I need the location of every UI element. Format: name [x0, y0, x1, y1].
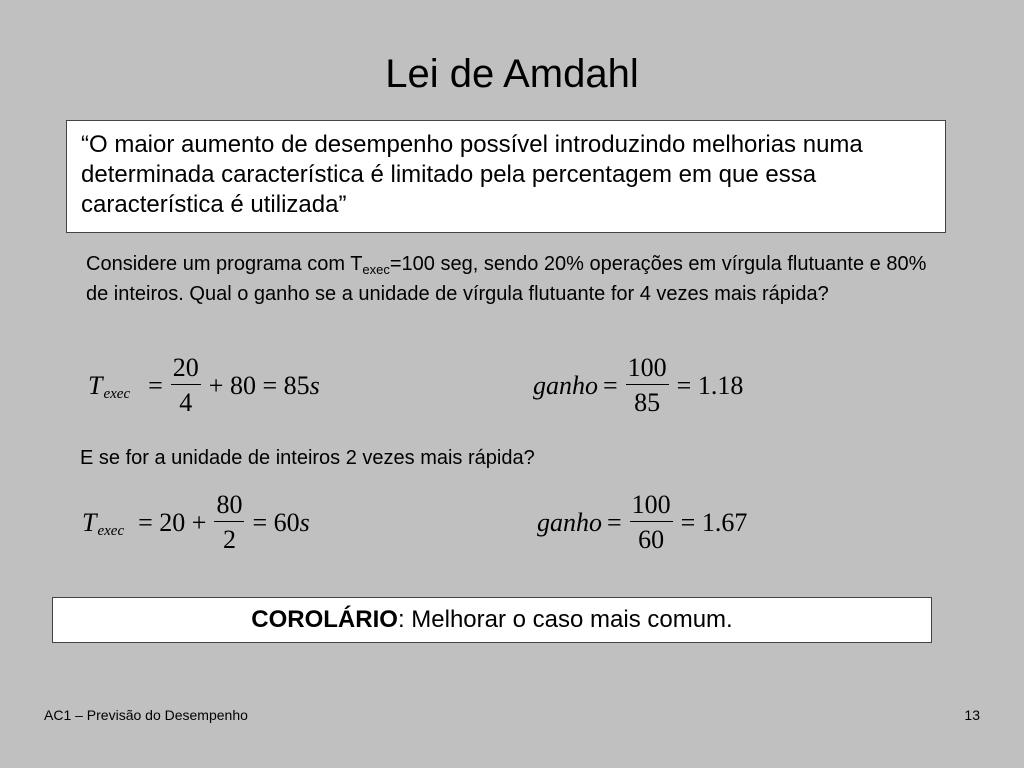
- eq1-denominator: 4: [179, 388, 193, 417]
- equation-texec-int: [82, 491, 310, 554]
- eq2-denominator: 85: [634, 388, 661, 417]
- eq3-unit: s: [299, 507, 310, 537]
- footer-page-number: 13: [964, 707, 980, 723]
- quote-box: [66, 120, 946, 233]
- problem-text-end: =100 seg, sendo 20% operações em vírgula flutuante e 80% de inteiros. Qual o ganho se a unidade de vírgula flutuante for 4 vezes mais rápida?: [86, 253, 927, 305]
- eq3-subscript: exec: [97, 523, 125, 539]
- eq3-pre: = 20 +: [138, 507, 207, 537]
- equation-ganho-int: [537, 491, 752, 554]
- eq4-numerator: 100: [631, 490, 671, 519]
- eq2-numerator: 100: [627, 353, 667, 382]
- corolario-box: [52, 597, 932, 643]
- slide-title: Lei de Amdahl: [385, 52, 639, 96]
- eq1-fraction: [171, 354, 201, 417]
- footer-course-title: AC1 – Previsão do Desempenho: [44, 707, 248, 723]
- eq2-rest: = 1.18: [676, 370, 744, 400]
- eq4-denominator: 60: [638, 525, 665, 554]
- eq4-fraction: [630, 491, 673, 554]
- eq3-fraction: [214, 491, 244, 554]
- problem-subscript: exec: [362, 262, 390, 277]
- eq3-denominator: 2: [222, 525, 236, 554]
- second-question: E se for a unidade de inteiros 2 vezes mais rápida?: [80, 447, 535, 469]
- eq1-subscript: exec: [103, 386, 131, 402]
- eq3-rest: = 60: [252, 507, 300, 537]
- eq1-unit: s: [309, 370, 320, 400]
- eq2-equals: =: [603, 370, 618, 400]
- eq1-variable: T: [88, 370, 103, 400]
- eq1-numerator: 20: [172, 353, 199, 382]
- problem-text-start: Considere um programa com T: [86, 253, 363, 275]
- equation-texec-float: [88, 354, 320, 417]
- corolario-text: : Melhorar o caso mais comum.: [397, 606, 733, 633]
- eq1-equals: =: [148, 370, 163, 400]
- eq3-numerator: 80: [216, 490, 243, 519]
- eq2-variable: ganho: [533, 370, 598, 400]
- eq4-equals: =: [607, 507, 622, 537]
- equation-ganho-float: [533, 354, 748, 417]
- eq3-variable: T: [82, 507, 97, 537]
- eq4-variable: ganho: [537, 507, 602, 537]
- eq4-rest: = 1.67: [680, 507, 748, 537]
- problem-statement: [86, 249, 946, 309]
- corolario-label: COROLÁRIO: [251, 606, 398, 633]
- eq2-fraction: [626, 354, 669, 417]
- quote-text: “O maior aumento de desempenho possível introduzindo melhorias numa determinada característica é limitado pela percentagem em que essa característica é utilizada”: [81, 131, 863, 218]
- eq1-rest: + 80 = 85: [208, 370, 310, 400]
